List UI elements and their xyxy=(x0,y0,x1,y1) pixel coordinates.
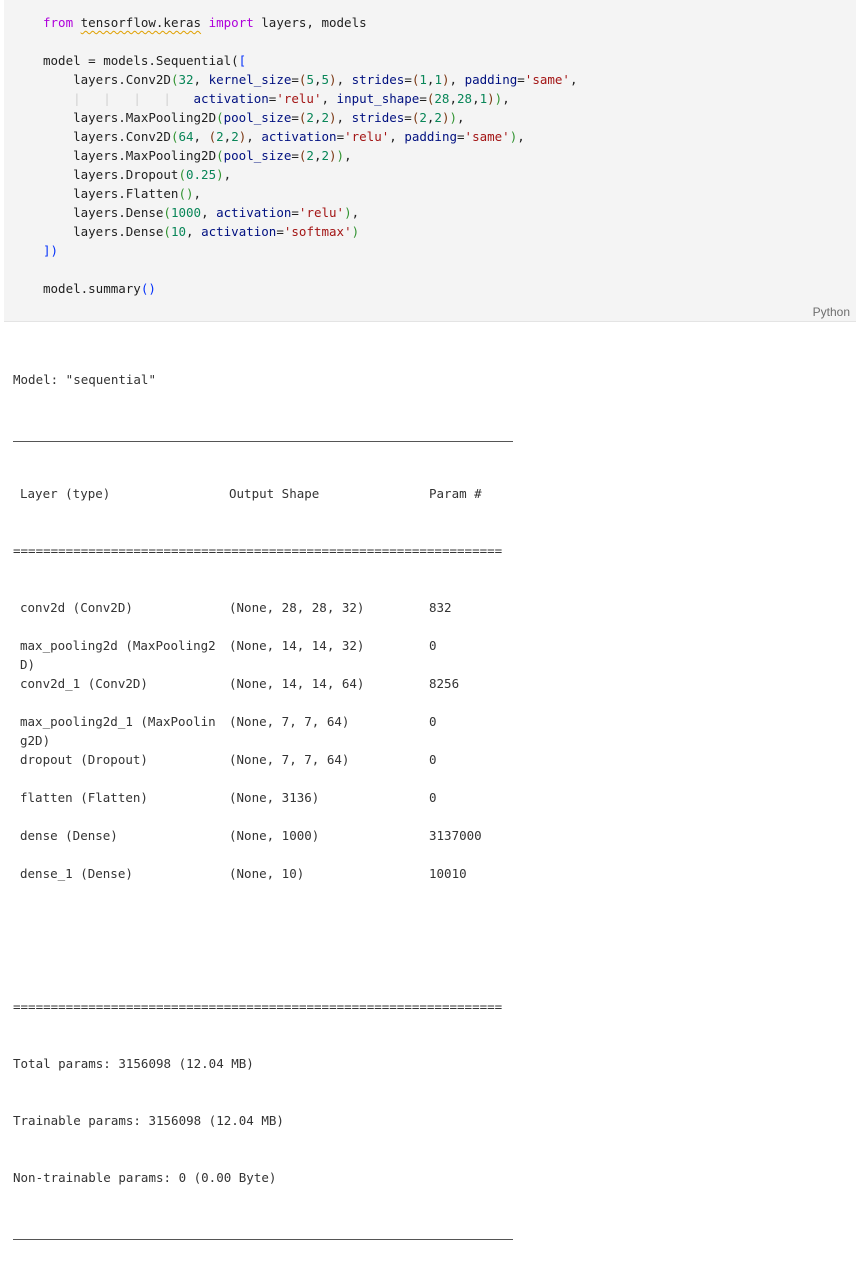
code-token: tensorflow.keras xyxy=(80,15,202,30)
code-token: input_shape xyxy=(336,91,420,106)
code-token: ) xyxy=(449,110,458,125)
code-token: ) xyxy=(351,224,360,239)
code-token: ] xyxy=(43,243,51,258)
code-token: , xyxy=(223,129,232,144)
params-cell: 0 xyxy=(429,714,437,729)
code-token: pool_size xyxy=(223,148,292,163)
code-token: model.summary xyxy=(43,281,141,296)
code-token: layers.MaxPooling2D xyxy=(43,110,217,125)
code-token: = xyxy=(291,110,299,125)
code-token: , xyxy=(569,72,578,87)
code-token: ) xyxy=(509,129,518,144)
layer-cell: max_pooling2d (MaxPooling2 xyxy=(20,638,216,653)
params-cell: 832 xyxy=(429,600,452,615)
shape-cell: (None, 10) xyxy=(229,866,305,881)
code-token: ( xyxy=(411,110,420,125)
code-token: () xyxy=(178,186,194,201)
code-token: = xyxy=(404,110,412,125)
code-token: layers.Dense xyxy=(43,205,164,220)
code-token: 64 xyxy=(178,129,194,144)
params-cell: 3137000 xyxy=(429,828,482,843)
code-token: () xyxy=(140,281,156,296)
table-row xyxy=(13,864,502,883)
table-row-spacer xyxy=(13,807,502,826)
code-token: , xyxy=(336,110,352,125)
code-token: ) xyxy=(238,129,247,144)
code-token: 1 xyxy=(434,72,442,87)
code-token: 2 xyxy=(216,129,224,144)
trainable-params: Trainable params: 3156098 (12.04 MB) xyxy=(13,1113,284,1128)
code-token: , xyxy=(449,91,457,106)
code-token: 2 xyxy=(419,110,427,125)
code-token: 2 xyxy=(434,110,442,125)
code-token: , xyxy=(313,72,322,87)
code-token: 10 xyxy=(170,224,187,239)
code-token: , xyxy=(246,129,262,144)
code-editor[interactable] xyxy=(43,13,577,298)
code-token: strides xyxy=(351,72,405,87)
shape-cell: (None, 28, 28, 32) xyxy=(229,600,365,615)
table-header xyxy=(13,484,502,503)
layer-cell: dropout (Dropout) xyxy=(20,752,148,767)
code-token: 28 xyxy=(457,91,473,106)
params-cell: 8256 xyxy=(429,676,460,691)
params-cell: 0 xyxy=(429,790,437,805)
code-token: , xyxy=(321,91,337,106)
code-token: padding xyxy=(464,72,518,87)
code-token: ) xyxy=(441,110,450,125)
code-token: , xyxy=(426,72,435,87)
code-token: layers.Conv2D xyxy=(43,72,171,87)
code-token xyxy=(201,15,209,30)
table-row-spacer xyxy=(13,693,502,712)
code-line[interactable] xyxy=(43,279,577,298)
code-token: ( xyxy=(298,110,307,125)
code-token: layers.Dense xyxy=(43,224,164,239)
code-token: ( xyxy=(170,129,179,144)
layer-cell: flatten (Flatten) xyxy=(20,790,148,805)
code-token xyxy=(171,91,194,106)
code-token: 5 xyxy=(321,72,330,87)
model-name-line: Model: "sequential" xyxy=(13,372,156,387)
code-token: layers, models xyxy=(253,15,367,30)
code-token: ) xyxy=(216,167,224,182)
code-line[interactable] xyxy=(43,127,577,146)
code-token: 'relu' xyxy=(344,129,390,144)
table-row xyxy=(13,712,502,731)
total-params: Total params: 3156098 (12.04 MB) xyxy=(13,1056,254,1071)
code-line[interactable] xyxy=(43,146,577,165)
table-row-spacer xyxy=(13,845,502,864)
code-token: ( xyxy=(411,72,420,87)
code-token: activation xyxy=(201,224,277,239)
code-token: ) xyxy=(329,148,337,163)
code-token: 'relu' xyxy=(298,205,345,220)
shape-cell: (None, 14, 14, 64) xyxy=(229,676,365,691)
table-row xyxy=(13,674,502,693)
table-row xyxy=(13,750,502,769)
code-token: import xyxy=(208,15,254,30)
params-cell: 10010 xyxy=(429,866,467,881)
code-token: kernel_size xyxy=(208,72,292,87)
code-token: , xyxy=(313,110,322,125)
footer-eq-rule: ================================================================= xyxy=(13,999,503,1014)
code-token: 5 xyxy=(306,72,314,87)
code-token: 2 xyxy=(306,110,314,125)
table-row xyxy=(13,598,502,617)
code-token: ) xyxy=(494,91,503,106)
blank-line xyxy=(13,940,502,959)
code-line[interactable] xyxy=(43,70,577,89)
code-token: 2 xyxy=(306,148,314,163)
code-line[interactable] xyxy=(43,203,577,222)
code-token: strides xyxy=(351,110,405,125)
code-token: 2 xyxy=(321,148,330,163)
code-token: = xyxy=(291,205,299,220)
header-params: Param # xyxy=(429,486,482,501)
header-layer: Layer (type) xyxy=(20,486,111,501)
code-line[interactable] xyxy=(43,32,577,51)
header-shape: Output Shape xyxy=(229,486,320,501)
code-token: [ xyxy=(238,53,247,68)
code-token: layers.MaxPooling2D xyxy=(43,148,217,163)
code-token: , xyxy=(351,205,360,220)
code-token xyxy=(43,91,73,106)
shape-cell: (None, 3136) xyxy=(229,790,320,805)
code-token: ( xyxy=(178,167,186,182)
language-label[interactable]: Python xyxy=(812,305,850,319)
code-token: , xyxy=(457,110,465,125)
code-token: layers.Flatten xyxy=(43,186,179,201)
code-token: ) xyxy=(336,148,345,163)
code-token: ) xyxy=(329,110,337,125)
code-token: 32 xyxy=(178,72,194,87)
code-token: model = models.Sequential( xyxy=(43,53,239,68)
code-token: = xyxy=(291,72,299,87)
code-token: , xyxy=(223,167,232,182)
table-row-continuation xyxy=(13,731,502,750)
code-token: 1 xyxy=(479,91,488,106)
code-token: ) xyxy=(50,243,59,258)
layer-cell-continuation: g2D) xyxy=(20,733,51,748)
non-trainable-params: Non-trainable params: 0 (0.00 Byte) xyxy=(13,1170,277,1185)
code-line[interactable] xyxy=(43,260,577,279)
code-token: = xyxy=(291,148,299,163)
code-token: , xyxy=(186,224,202,239)
shape-cell: (None, 14, 14, 32) xyxy=(229,638,365,653)
top-rule xyxy=(13,427,502,446)
code-token: = xyxy=(404,72,412,87)
code-token: = xyxy=(457,129,465,144)
code-token: , xyxy=(193,186,202,201)
code-line[interactable] xyxy=(43,184,577,203)
code-token: ( xyxy=(216,110,224,125)
cell-output xyxy=(13,332,502,1263)
shape-cell: (None, 7, 7, 64) xyxy=(229,714,350,729)
code-token: ( xyxy=(163,224,171,239)
code-token: 'relu' xyxy=(276,91,322,106)
table-row-spacer xyxy=(13,769,502,788)
code-token: = xyxy=(276,224,284,239)
code-token: 'same' xyxy=(464,129,510,144)
code-token: = xyxy=(419,91,427,106)
code-token: activation xyxy=(261,129,337,144)
summary-rows xyxy=(13,598,502,902)
code-line[interactable] xyxy=(43,51,577,70)
code-token: ( xyxy=(298,148,307,163)
code-line[interactable] xyxy=(43,241,577,260)
layer-cell: conv2d (Conv2D) xyxy=(20,600,133,615)
code-line[interactable] xyxy=(43,89,577,108)
code-token: from xyxy=(43,15,81,30)
code-token: ( xyxy=(170,72,179,87)
code-line[interactable] xyxy=(43,222,577,241)
layer-cell: dense_1 (Dense) xyxy=(20,866,133,881)
code-token: pool_size xyxy=(223,110,292,125)
code-token: = xyxy=(268,91,277,106)
table-row xyxy=(13,788,502,807)
table-row xyxy=(13,826,502,845)
header-eq-rule: ================================================================= xyxy=(13,543,503,558)
code-token: = xyxy=(517,72,525,87)
code-token: , xyxy=(313,148,322,163)
code-token: ) xyxy=(329,72,337,87)
code-token: ( xyxy=(216,148,224,163)
code-token: layers.Dropout xyxy=(43,167,179,182)
code-token: , xyxy=(472,91,480,106)
code-token: ( xyxy=(163,205,171,220)
code-token: , xyxy=(344,148,352,163)
shape-cell: (None, 1000) xyxy=(229,828,320,843)
code-token: 1 xyxy=(419,72,427,87)
code-token: 'softmax' xyxy=(283,224,352,239)
code-token: ) xyxy=(344,205,352,220)
table-row-continuation xyxy=(13,655,502,674)
code-token: ( xyxy=(298,72,307,87)
code-token: ( xyxy=(426,91,435,106)
params-cell: 0 xyxy=(429,638,437,653)
code-token: ( xyxy=(208,129,217,144)
indent-guides: | | | | xyxy=(73,91,171,106)
shape-cell: (None, 7, 7, 64) xyxy=(229,752,350,767)
code-token: 'same' xyxy=(524,72,570,87)
code-token: 2 xyxy=(231,129,239,144)
code-token: 0.25 xyxy=(186,167,217,182)
bottom-rule xyxy=(13,1225,502,1244)
code-token: , xyxy=(193,72,209,87)
code-token: activation xyxy=(193,91,269,106)
code-line[interactable] xyxy=(43,165,577,184)
code-token: , xyxy=(449,72,465,87)
params-cell: 0 xyxy=(429,752,437,767)
code-token: = xyxy=(336,129,345,144)
layer-cell: conv2d_1 (Conv2D) xyxy=(20,676,148,691)
code-token: , xyxy=(336,72,352,87)
code-line[interactable] xyxy=(43,13,577,32)
code-token: layers.Conv2D xyxy=(43,129,171,144)
layer-cell: dense (Dense) xyxy=(20,828,118,843)
code-token: , xyxy=(193,129,209,144)
code-token: , xyxy=(502,91,510,106)
code-token: ) xyxy=(487,91,495,106)
layer-cell: max_pooling2d_1 (MaxPoolin xyxy=(20,714,216,729)
code-token: padding xyxy=(404,129,458,144)
code-token: , xyxy=(389,129,405,144)
layer-cell-continuation: D) xyxy=(20,657,36,672)
code-cell[interactable] xyxy=(4,0,856,322)
table-row-spacer xyxy=(13,883,502,902)
code-token: , xyxy=(517,129,525,144)
code-token: , xyxy=(426,110,435,125)
code-token: 2 xyxy=(321,110,330,125)
code-token: ) xyxy=(441,72,450,87)
code-token: activation xyxy=(216,205,292,220)
table-row-spacer xyxy=(13,617,502,636)
code-token: , xyxy=(201,205,217,220)
code-token: 1000 xyxy=(170,205,202,220)
table-row xyxy=(13,636,502,655)
code-line[interactable] xyxy=(43,108,577,127)
code-token: 28 xyxy=(434,91,450,106)
